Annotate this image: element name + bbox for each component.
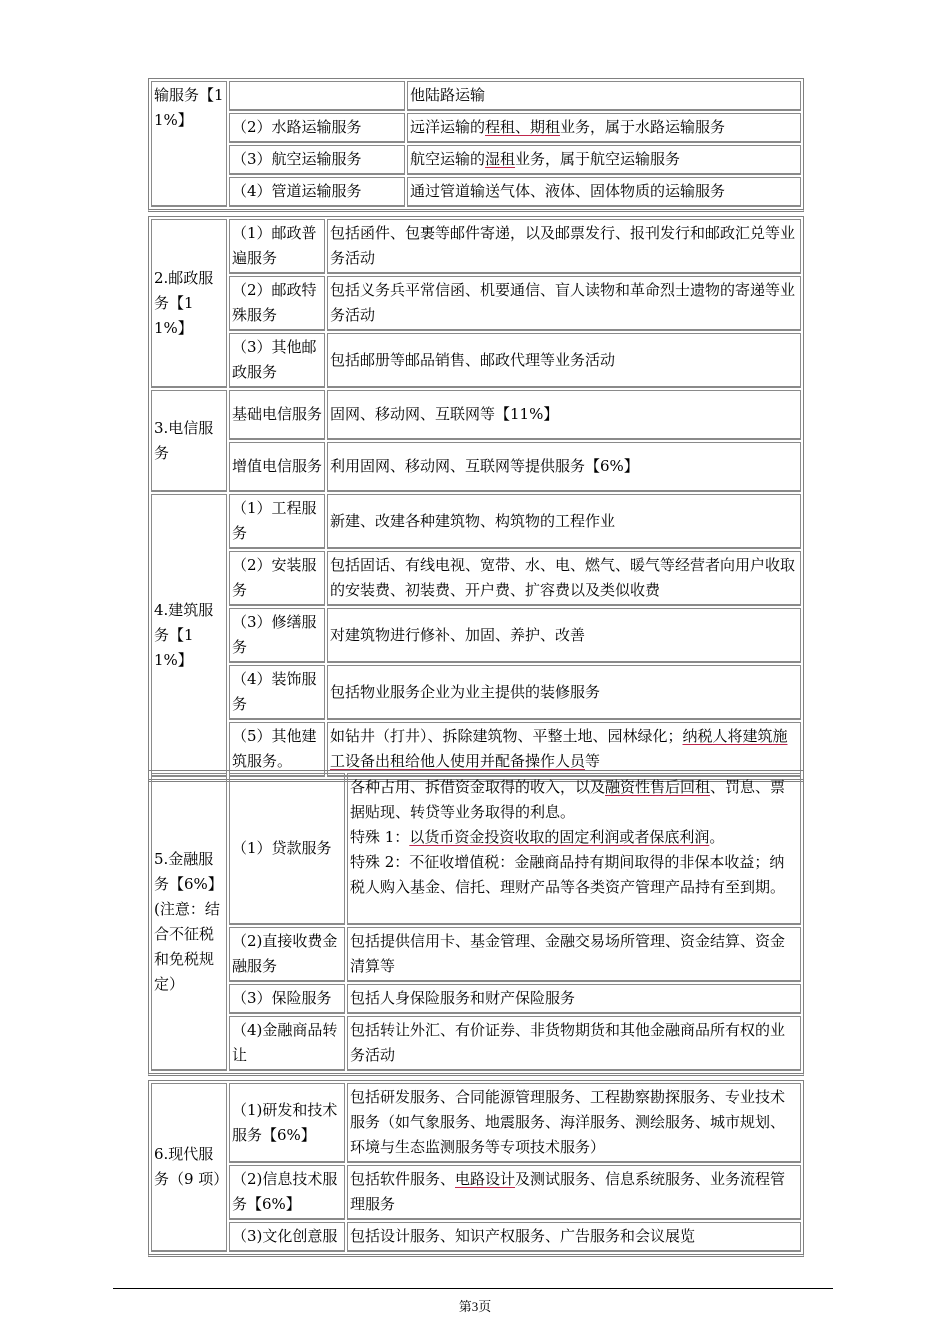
transport-table [148,78,804,212]
item-cell: （4）管道运输服务 [229,177,405,207]
desc-cell: 包括提供信用卡、基金管理、金融交易场所管理、资金结算、资金清算等 [347,927,801,982]
underlined-text: 以货币资金投资收取的固定利润或者保底利润 [409,828,710,846]
item-cell: （3）修缮服务 [229,608,325,663]
underlined-text: 电路设计 [455,1170,516,1188]
item-cell: （2）安装服务 [229,551,325,606]
item-cell: （3)文化创意服 [229,1222,345,1252]
underlined-text: 融资性售后回租 [605,778,711,796]
desc-cell: 固网、移动网、互联网等【11%】 [327,390,801,440]
page-number: 第3页 [458,1299,492,1314]
desc-cell: 包括物业服务企业为业主提供的装修服务 [327,665,801,720]
desc-cell: 包括研发服务、合同能源管理服务、工程勘察勘探服务、专业技术服务（如气象服务、地震服务、海洋服务、测绘服务、城市规划、环境与生态监测服务等专项技术服务） [347,1083,801,1163]
item-cell: （4)金融商品转让 [229,1016,345,1071]
desc-cell: 航空运输的湿租业务，属于航空运输服务 [407,145,801,175]
item-cell: 基础电信服务 [229,390,325,440]
item-cell: （1）工程服务 [229,494,325,549]
item-cell: （4）装饰服务 [229,665,325,720]
item-cell: （3）其他邮政服务 [229,333,325,388]
loan-line-1: 各种占用、拆借资金取得的收入，以及融资性售后回租、罚息、票据贴现、转贷等业务取得的利息。 [350,778,786,821]
loan-line-2: 特殊 1：以货币资金投资收取的固定利润或者保底利润。 [350,828,725,846]
category-cell: 3.电信服务 [151,390,227,492]
desc-cell: 包括转让外汇、有价证券、非货物期货和其他金融商品所有权的业务活动 [347,1016,801,1071]
desc-cell: 如钻井（打井）、拆除建筑物、平整土地、园林绿化；纳税人将建筑施工设备出租给他人使用并配备操作人员等 [327,722,801,777]
item-cell: （5）其他建筑服务。 [229,722,325,777]
modern-services-table [148,1080,804,1257]
desc-cell: 对建筑物进行修补、加固、养护、改善 [327,608,801,663]
item-cell: （2）水路运输服务 [229,113,405,143]
item-cell: （3）航空运输服务 [229,145,405,175]
desc-cell: 远洋运输的程租、期租业务，属于水路运输服务 [407,113,801,143]
item-cell: （1）邮政普遍服务 [229,219,325,274]
underlined-text: 湿租 [485,150,516,168]
loan-line-3: 特殊 2：不征收增值税：金融商品持有期间取得的非保本收益；纳税人购入基金、信托、理财产品等各类资产管理产品持有至到期。 [350,853,786,896]
category-cell: 2.邮政服务【11%】 [151,219,227,388]
category-cell: 输服务【11%】 [151,81,227,207]
desc-cell: 通过管道输送气体、液体、固体物质的运输服务 [407,177,801,207]
item-cell: 增值电信服务 [229,442,325,492]
item-cell: （2)信息技术服务【6%】 [229,1165,345,1220]
item-cell [229,81,405,111]
finance-table [148,770,804,1076]
desc-cell: 包括邮册等邮品销售、邮政代理等业务活动 [327,333,801,388]
underlined-text: 纳税人将建筑施工设备出租给他人使用并配备操作人员 [330,727,788,770]
item-cell: （2)直接收费金融服务 [229,927,345,982]
item-cell: （2）邮政特殊服务 [229,276,325,331]
desc-cell: 包括义务兵平常信函、机要通信、盲人读物和革命烈士遗物的寄递等业务活动 [327,276,801,331]
desc-cell: 新建、改建各种建筑物、构筑物的工程作业 [327,494,801,549]
desc-cell: 包括软件服务、电路设计及测试服务、信息系统服务、业务流程管理服务 [347,1165,801,1220]
underlined-text: 程租、期租 [485,118,561,136]
desc-cell: 包括人身保险服务和财产保险服务 [347,984,801,1014]
category-cell: 4.建筑服务【11%】 [151,494,227,777]
desc-cell: 他陆路运输 [407,81,801,111]
desc-cell: 利用固网、移动网、互联网等提供服务【6%】 [327,442,801,492]
category-cell: 6.现代服务（9 项） [151,1083,227,1252]
desc-cell: 包括固话、有线电视、宽带、水、电、燃气、暖气等经营者向用户收取的安装费、初装费、开户费、扩容费以及类似收费 [327,551,801,606]
footer-divider [113,1288,833,1289]
item-cell: （1)研发和技术服务【6%】 [229,1083,345,1163]
item-cell: （3）保险服务 [229,984,345,1014]
item-cell: （1）贷款服务 [229,773,345,925]
category-cell: 5.金融服务【6%】(注意：结合不征税和免税规定） [151,773,227,1071]
services-table [148,216,804,782]
desc-cell [347,773,801,925]
desc-cell: 包括设计服务、知识产权服务、广告服务和会议展览 [347,1222,801,1252]
desc-cell: 包括函件、包裹等邮件寄递，以及邮票发行、报刊发行和邮政汇兑等业务活动 [327,219,801,274]
